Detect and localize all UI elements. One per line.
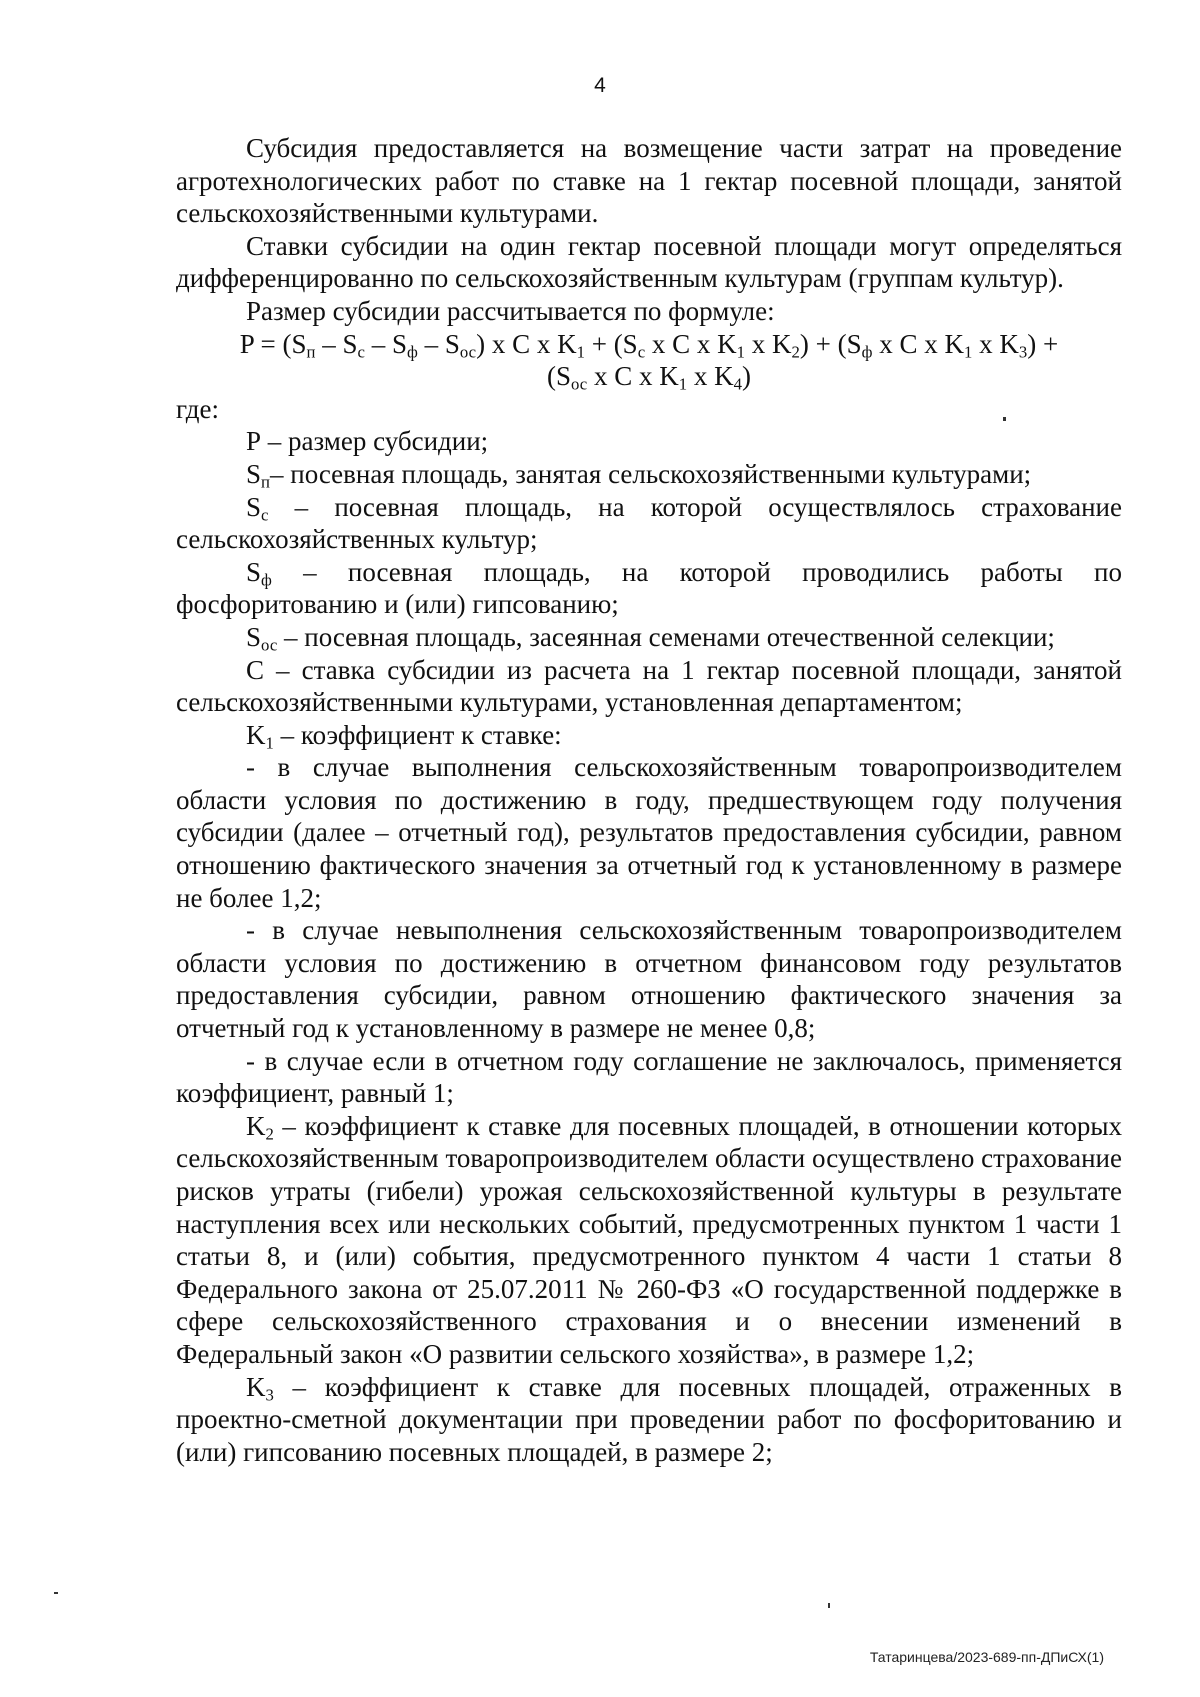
formula-line-1: $P = (S_п - S_с - S_ф - S_{ос})$ х С х $K_1 + (S_с$ х С х $K_1$ х $K_2) + (S_ф$ х С х $K_1$ х $K_3$) + (239, 328, 1059, 362)
definition-k3: $K_3$ – коэффициент к ставке для посевных площадей, отраженных в проектно-сметной документации при проведении работ по фосфоритованию и (или) гипсованию посевных площадей, в размере 2; (176, 1371, 1122, 1467)
definition-c: С – ставка субсидии из расчета на 1 гектар посевной площади, занятой сельскохозяйственными культурами, установленная департаментом; (176, 654, 1122, 718)
paragraph-subsidy-rates: Ставки субсидии на один гектар посевной площади могут определяться дифференцированно по сельскохозяйственным культурам (группам культур). (176, 230, 1122, 294)
definition-s-c: $S_с$ – посевная площадь, на которой осуществлялось страхование сельскохозяйственных культур; (176, 491, 1122, 555)
definition-s-p: $S_п-$ посевная площадь, занятая сельскохозяйственными культурами; (246, 458, 1032, 492)
definition-k1: $K_1$ – коэффициент к ставке: (246, 719, 562, 753)
definition-s-f: $S_ф$ – посевная площадь, на которой проводились работы по фосфоритованию и (или) гипсованию; (176, 556, 1122, 620)
definition-k1-item-1: - в случае выполнения сельскохозяйственным товаропроизводителем области условия по достижению в году, предшествующем году получения субсидии (далее – отчетный год), результатов предоставления субсидии, равном отношению фактического значения за отчетный год к установленному в размере не более 1,2; (176, 752, 1122, 913)
definition-k2: $K_2$ – коэффициент к ставке для посевных площадей, в отношении которых сельскохозяйственным товаропроизводителем области осуществлено страхование рисков утраты (гибели) урожая сельскохозяйственной культуры в результате наступления всех или нескольких событий, предусмотренных пунктом 1 части 1 статьи 8, и (или) события, предусмотренного пунктом 4 части 1 статьи 8 Федерального закона от 25.07.2011 № 260-ФЗ «О государственной поддержке в сфере сельскохозяйственного страхования и о внесении изменений в Федеральный закон «О развитии сельского хозяйства», в размере 1,2; (176, 1110, 1122, 1369)
definition-s-os: $S_{ос}$ – посевная площадь, засеянная семенами отечественной селекции; (246, 621, 1055, 655)
document-body (176, 132, 1122, 1468)
paragraph-subsidy-purpose: Субсидия предоставляется на возмещение части затрат на проведение агротехнологических работ по ставке на 1 гектар посевной площади, занятой сельскохозяйственными культурами. (176, 133, 1122, 229)
document-footer-code: Татаринцева/2023-689-пп-ДПиСХ(1) (869, 1649, 1104, 1665)
scan-speck (1003, 417, 1006, 421)
definition-k1-item-2: - в случае невыполнения сельскохозяйственным товаропроизводителем области условия по достижению в отчетном финансовом году результатов предоставления субсидии, равном отношению фактического значения за отчетный год к установленному в размере не менее 0,8; (176, 915, 1122, 1044)
formula-line-2: ($S_{ос}$ х С х $K_1$ х $K_4$) (547, 361, 751, 394)
scan-speck (54, 1592, 58, 1594)
definition-k1-item-3: - в случае если в отчетном году соглашение не заключалось, применяется коэффициент, равный 1; (176, 1045, 1122, 1109)
definition-p: Р – размер субсидии; (246, 426, 489, 457)
paragraph-formula-intro: Размер субсидии рассчитывается по формуле: (246, 295, 775, 326)
scan-speck (828, 1603, 830, 1608)
page-number: 4 (594, 74, 606, 97)
where-label: где: (176, 393, 219, 424)
